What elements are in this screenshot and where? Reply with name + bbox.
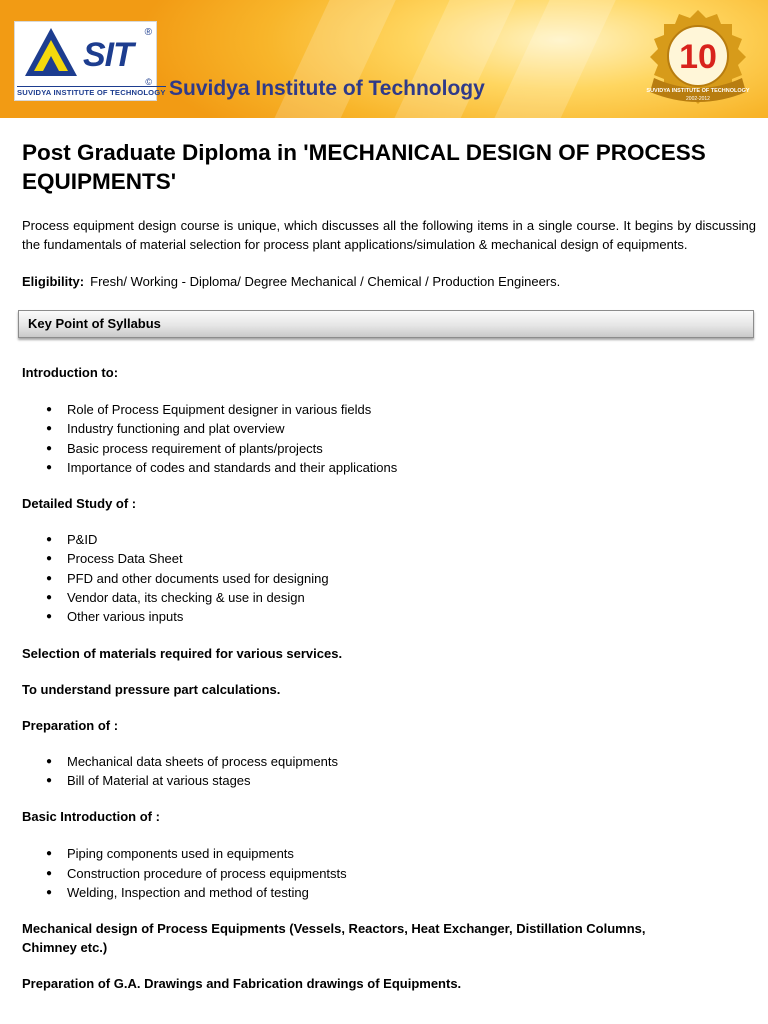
list-item: ● Basic process requirement of plants/projects — [22, 439, 756, 458]
header-banner — [0, 0, 768, 118]
bullet-icon: ● — [46, 442, 53, 454]
bullet-icon: ● — [46, 886, 53, 898]
copyright-mark: © — [145, 77, 152, 87]
bullet-icon: ● — [46, 592, 53, 604]
bullet-icon: ● — [46, 755, 53, 767]
list-item: ● Construction procedure of process equipmentsts — [22, 864, 756, 883]
list-item: ● PFD and other documents used for designing — [22, 569, 756, 588]
list-item: ● Vendor data, its checking & use in design — [22, 588, 756, 607]
badge-years: 2002-2012 — [686, 96, 710, 102]
bullet-icon: ● — [46, 423, 53, 435]
bullet-icon: ● — [46, 404, 53, 415]
badge-text: SUVIDYA INSTITUTE OF TECHNOLOGY — [646, 88, 750, 94]
bullet-icon: ● — [46, 534, 53, 546]
anniversary-badge-icon — [640, 8, 756, 114]
list-item: ● Bill of Material at various stages — [22, 771, 756, 790]
list-item: ● Importance of codes and standards and their applications — [22, 458, 756, 477]
badge-number: 10 — [679, 38, 717, 76]
list-item: ● P&ID — [22, 530, 756, 549]
section-selection: Selection of materials required for various services. — [22, 645, 343, 661]
list-item: ● Process Data Sheet — [22, 549, 756, 568]
section-heading-preparation: Preparation of : — [22, 717, 119, 733]
list-item: ● Other various inputs — [22, 607, 756, 626]
document-body — [22, 138, 756, 993]
sit-logo — [14, 21, 166, 101]
intro-paragraph: Process equipment design course is unique, which discusses all the following items in a single course. It begins by discussing the fundamentals of material selection for process plant applications/simulation & mechanical design of equipments. — [22, 218, 756, 252]
section-pressure: To understand pressure part calculations. — [22, 681, 281, 697]
section-ga-drawings: Preparation of G.A. Drawings and Fabrication drawings of Equipments. — [22, 976, 462, 992]
bullet-icon: ● — [46, 611, 53, 623]
bullet-icon: ● — [46, 867, 53, 879]
section-heading-detailed: Detailed Study of : — [22, 496, 137, 512]
eligibility-label: Eligibility: — [22, 274, 85, 289]
list-item: ● Mechanical data sheets of process equipments — [22, 752, 756, 771]
registered-mark: ® — [144, 27, 152, 38]
syllabus-heading-bar: Key Point of Syllabus — [18, 310, 754, 338]
preparation-list — [22, 752, 756, 791]
list-item: ● Welding, Inspection and method of testing — [22, 883, 756, 902]
logo-text: SIT — [83, 36, 133, 74]
bullet-icon: ● — [46, 553, 53, 565]
list-item: ● Industry functioning and plat overview — [22, 419, 756, 438]
bullet-icon: ● — [46, 572, 53, 584]
bullet-icon: ● — [46, 848, 53, 860]
bullet-icon: ● — [46, 461, 53, 473]
institute-name: Suvidya Institute of Technology — [169, 77, 485, 100]
page-title: Post Graduate Diploma in 'MECHANICAL DESIGN OF PROCESS EQUIPMENTS' — [22, 140, 706, 194]
section-heading-basic: Basic Introduction of : — [22, 809, 160, 825]
eligibility — [22, 272, 756, 291]
eligibility-value: Fresh/ Working - Diploma/ Degree Mechanical / Chemical / Production Engineers. — [90, 274, 561, 289]
list-item: ● Role of Process Equipment designer in various fields — [22, 400, 756, 419]
bullet-icon: ● — [46, 774, 53, 786]
triangle-logo-icon — [23, 26, 79, 80]
detailed-list — [22, 530, 756, 626]
section-heading-introduction: Introduction to: — [22, 365, 119, 380]
introduction-list — [22, 400, 756, 477]
list-item: ● Piping components used in equipments — [22, 844, 756, 863]
section-mechanical: Mechanical design of Process Equipments (Vessels, Reactors, Heat Exchanger, Distillation Columns, Chimney etc.) — [22, 921, 646, 956]
logo-subtitle: SUVIDYA INSTITUTE OF TECHNOLOGY — [17, 88, 166, 97]
basic-list — [22, 844, 756, 902]
